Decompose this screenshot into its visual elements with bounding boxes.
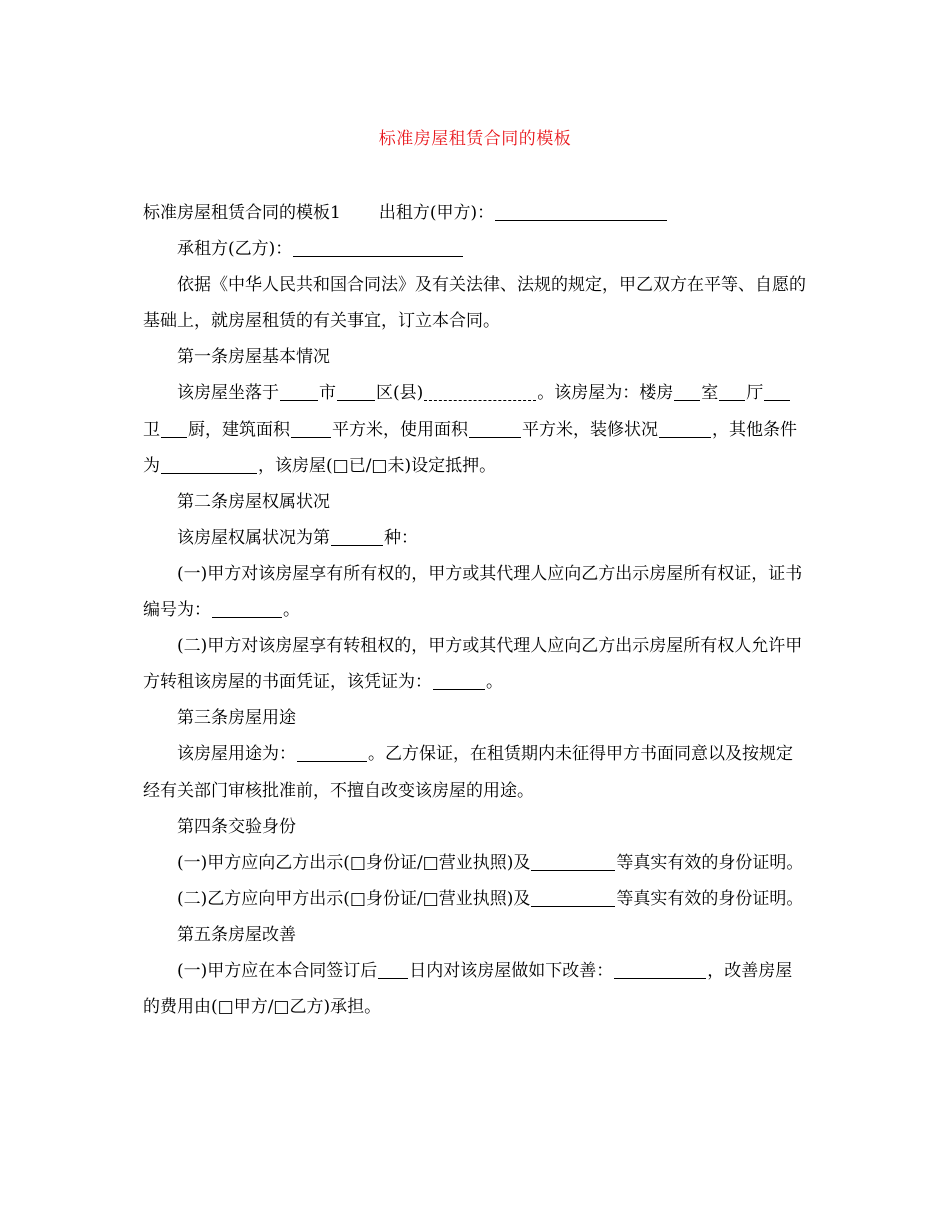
article-5-title: 第五条房屋改善 <box>177 924 296 945</box>
article-1-title: 第一条房屋基本情况 <box>177 347 330 368</box>
text-segment: 区(县) <box>376 383 424 404</box>
sublease-proof-blank[interactable] <box>433 671 485 690</box>
text-segment: (二)乙方应向甲方出示(□身份证/□营业执照)及 <box>177 888 531 909</box>
paragraph-lessee <box>143 231 808 267</box>
heading-article-3 <box>143 700 808 736</box>
lessor-id-blank[interactable] <box>531 852 615 871</box>
text-segment: ，改善房屋的费用由(□甲方/□乙方)承担。 <box>143 960 793 1018</box>
building-area-blank[interactable] <box>291 419 331 438</box>
other-conditions-blank[interactable] <box>161 455 257 474</box>
heading-article-1 <box>143 339 808 375</box>
text-segment: 。该房屋为：楼房 <box>537 383 674 404</box>
text-segment: 等真实有效的身份证明。 <box>616 888 804 909</box>
text-segment: 。乙方保证，在租赁期内未征得甲方书面同意以及按规定经有关部门审核批准前，不擅自改变该房屋的用途。 <box>143 744 793 801</box>
paragraph-ownership-2 <box>143 628 808 700</box>
text-segment: 等真实有效的身份证明。 <box>616 852 804 873</box>
text-segment: 室 <box>701 383 719 404</box>
paragraph-header <box>143 195 808 231</box>
text-segment: 。 <box>283 600 300 621</box>
heading-article-4 <box>143 809 808 845</box>
document-body <box>143 195 808 1025</box>
text-segment: 该房屋用途为： <box>177 744 296 765</box>
kitchens-blank[interactable] <box>161 419 187 438</box>
lessee-blank[interactable] <box>293 238 463 257</box>
paragraph-house-info <box>143 375 808 483</box>
text-segment: 平方米，装修状况 <box>522 419 658 440</box>
improvement-blank[interactable] <box>614 960 706 979</box>
text-segment: 该房屋权属状况为第 <box>177 527 330 548</box>
usage-blank[interactable] <box>297 743 367 762</box>
decoration-blank[interactable] <box>659 419 711 438</box>
contract-subtitle: 标准房屋租赁合同的模板1 <box>143 203 341 223</box>
usable-area-blank[interactable] <box>469 419 521 438</box>
text-segment: (二)甲方对该房屋享有转租权的，甲方或其代理人应向乙方出示房屋所有权人允许甲方转租该房屋的书面凭证，该凭证为： <box>143 636 803 693</box>
bathrooms-blank[interactable] <box>764 382 790 401</box>
text-segment: 卫 <box>143 419 160 440</box>
text-segment: 平方米，使用面积 <box>332 419 468 440</box>
heading-article-5 <box>143 917 808 953</box>
lessee-id-blank[interactable] <box>531 888 615 907</box>
ownership-type-blank[interactable] <box>331 527 383 546</box>
lessor-blank[interactable] <box>495 202 667 221</box>
certificate-number-blank[interactable] <box>212 599 282 618</box>
text-segment: 日内对该房屋做如下改善： <box>409 960 614 981</box>
halls-blank[interactable] <box>719 382 745 401</box>
document-title: 标准房屋租赁合同的模板 <box>378 129 572 149</box>
city-blank[interactable] <box>280 382 318 401</box>
text-segment: (一)甲方对该房屋享有所有权的，甲方或其代理人应向乙方出示房屋所有权证，证书编号为： <box>143 563 803 621</box>
days-blank[interactable] <box>378 960 408 979</box>
rooms-blank[interactable] <box>674 382 700 401</box>
text-segment: 。 <box>486 672 503 693</box>
paragraph-preamble <box>143 267 808 339</box>
text-segment: ，该房屋(□已/□未)设定抵押。 <box>258 455 497 476</box>
address-blank[interactable] <box>424 382 536 401</box>
article-3-title: 第三条房屋用途 <box>177 708 296 729</box>
text-segment: 种： <box>384 527 418 548</box>
district-blank[interactable] <box>337 382 375 401</box>
paragraph-ownership-1 <box>143 556 808 628</box>
text-segment: 市 <box>319 383 336 404</box>
text-segment: 厨，建筑面积 <box>188 419 290 440</box>
preamble-text: 依据《中华人民共和国合同法》及有关法律、法规的规定，甲乙双方在平等、自愿的基础上，就房屋租赁的有关事宜，订立本合同。 <box>143 275 806 332</box>
heading-article-2 <box>143 484 808 520</box>
article-4-title: 第四条交验身份 <box>177 816 296 837</box>
paragraph-usage <box>143 736 808 808</box>
article-2-title: 第二条房屋权属状况 <box>177 491 330 512</box>
paragraph-improvement <box>143 953 808 1025</box>
lessee-label: 承租方(乙方)： <box>177 239 293 260</box>
text-segment: (一)甲方应在本合同签订后 <box>177 960 378 981</box>
text-segment: (一)甲方应向乙方出示(□身份证/□营业执照)及 <box>177 852 531 873</box>
text-segment: 该房屋坐落于 <box>177 383 279 404</box>
paragraph-ownership-type <box>143 520 808 556</box>
text-segment: 厅 <box>746 383 764 404</box>
paragraph-identity-1 <box>143 845 808 881</box>
text-segment: ，其他条件为 <box>143 419 797 476</box>
paragraph-identity-2 <box>143 881 808 917</box>
lessor-label: 出租方(甲方)： <box>378 203 495 223</box>
